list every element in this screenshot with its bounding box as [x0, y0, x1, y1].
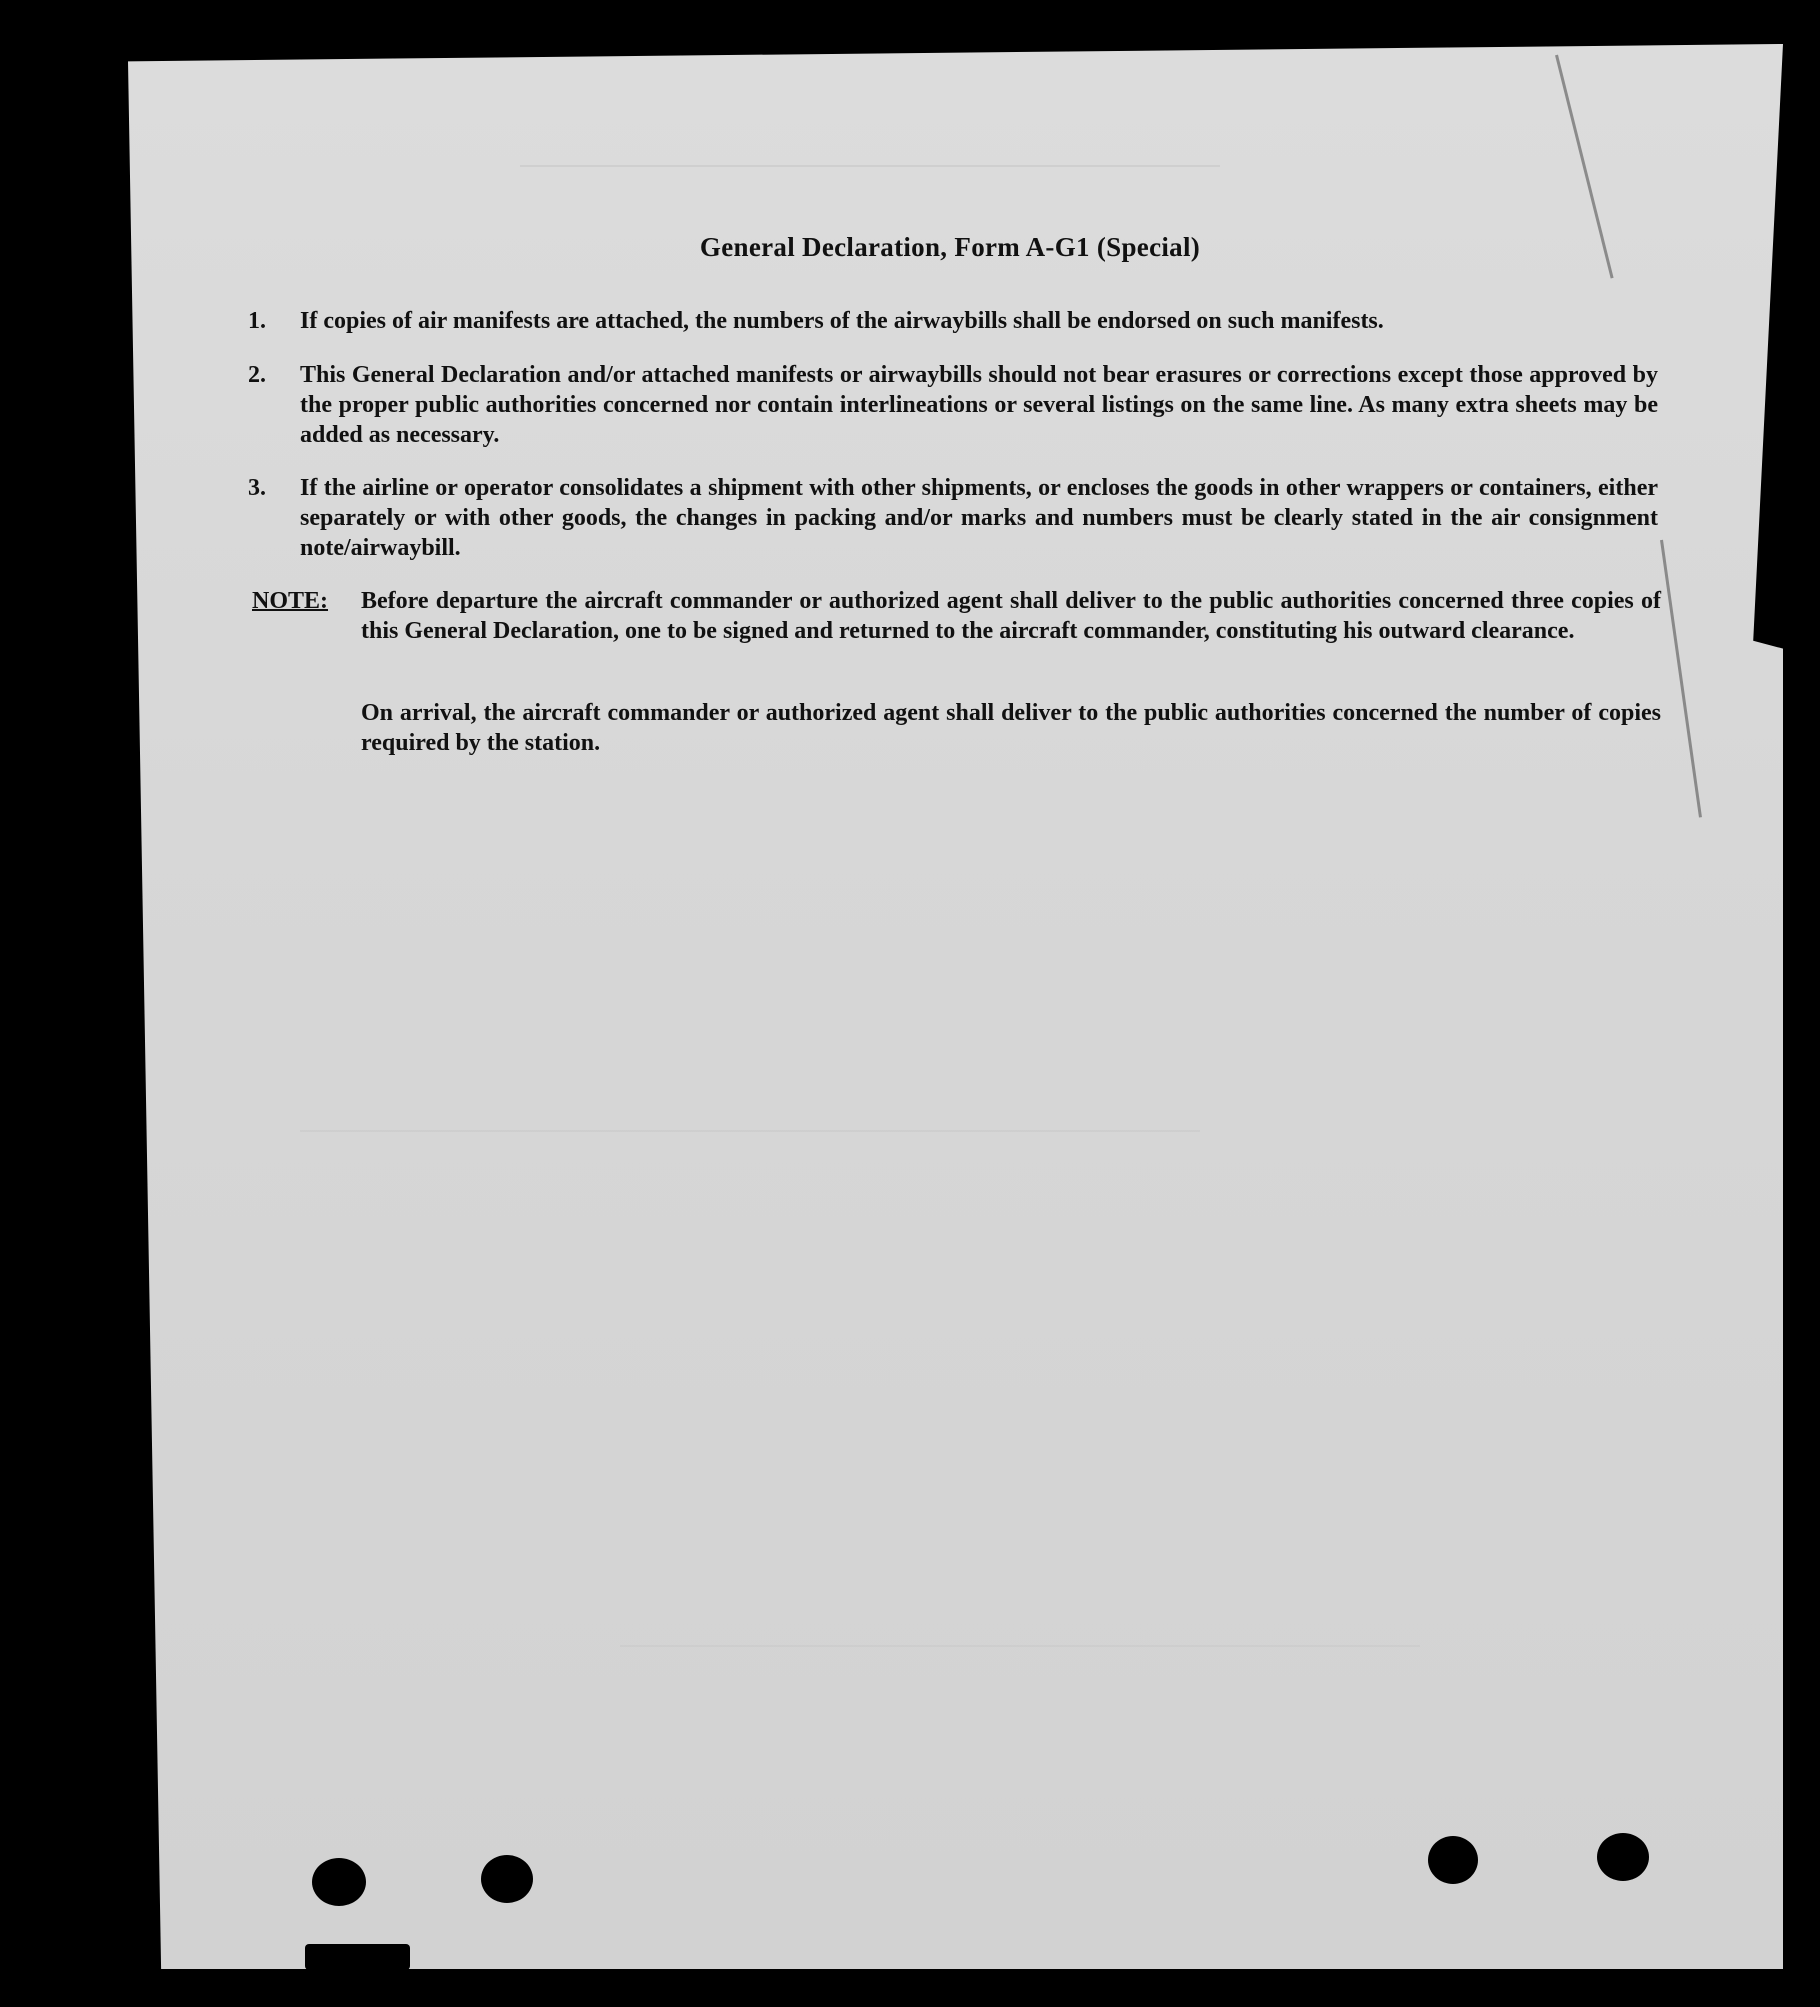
item-number: 2. — [248, 362, 266, 388]
note-paragraph-arrival: On arrival, the aircraft commander or authorized agent shall deliver to the public authorities concerned the number of copies required by the station. — [361, 700, 1661, 756]
item-number: 3. — [248, 475, 266, 501]
note-paragraph-departure: Before departure the aircraft commander or authorized agent shall deliver to the public authorities concerned three copies of this General Declaration, one to be signed and returned to the aircraft commander, constituting his outward clearance. — [361, 588, 1661, 644]
item-text: This General Declaration and/or attached manifests or airwaybills should not bear erasures or corrections except those approved by the proper public authorities concerned nor contain interlineations or several listings on the same line. As many extra sheets may be added as necessary. — [300, 362, 1658, 448]
item-number: 1. — [248, 308, 266, 334]
note-label: NOTE: — [252, 588, 329, 614]
document-title: General Declaration, Form A-G1 (Special) — [699, 232, 1201, 262]
item-text: If the airline or operator consolidates a shipment with other shipments, or encloses the goods in other wrappers or containers, either separately or with other goods, the changes in packing and/or marks and numbers must be clearly stated in the air consignment note/airwaybill. — [300, 475, 1658, 561]
item-text: If copies of air manifests are attached, the numbers of the airwaybills shall be endorsed on such manifests. — [300, 308, 1384, 334]
